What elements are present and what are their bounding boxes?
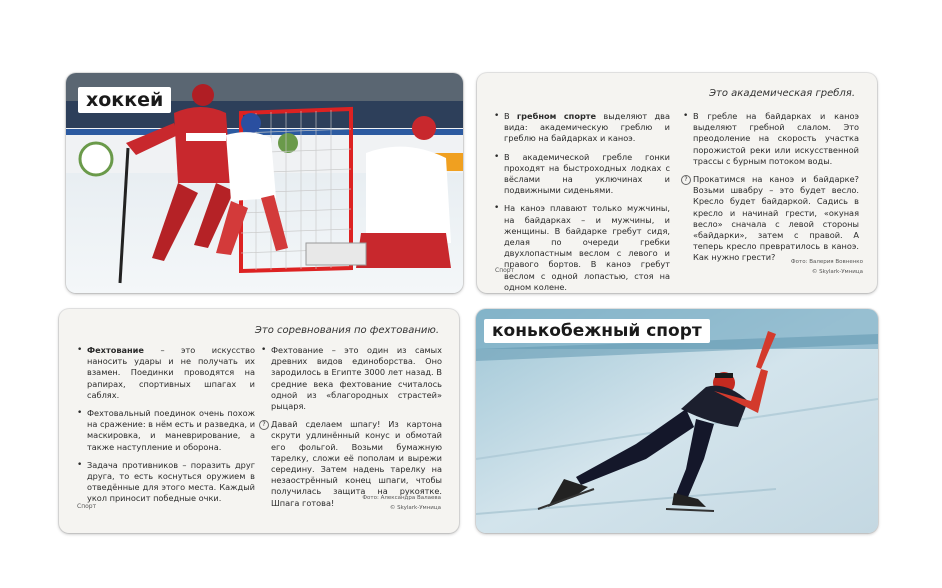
skating-label: конькобежный спорт — [484, 319, 710, 343]
list-item: • Фехтовальный поединок очень похож на сражение: в нём есть и разведка, и маскировка, и маневрирование, а также наступление и оборона. — [75, 408, 255, 453]
list-item: • В гребле на байдарках и каноэ выделяют гребной слалом. Это преодоление на скорость участка порожистой реки или искусственной трассы с бурным потоком воды. — [681, 111, 859, 167]
fencing-column-left — [75, 345, 255, 512]
list-item: • На каноэ плавают только мужчины, на байдарках – и мужчины, и женщины. В байдарке гребут сидя, делая по очереди гребки двухлопастным веслом с левого и правого бортов. В каноэ гребут веслом с одной лопастью, стоя на одном колене. — [492, 203, 670, 293]
list-item: • Фехтование – это один из самых древних видов единоборства. Оно зародилось в Египте 3000 лет назад. В средние века фехтование считалось одной из «благородных страстей» рыцаря. — [259, 345, 442, 412]
card-footer: Спорт — [77, 503, 97, 510]
list-item: • Задача противников – поразить друг друга, то есть коснуться оружием в отведённые для этого места. Каждый укол приносит победные очки. — [75, 460, 255, 505]
rowing-column-right — [681, 111, 859, 271]
photo-credit: Фото: Александра Валаева — [362, 495, 441, 501]
card-footer: Спорт — [495, 267, 515, 274]
list-item: • Фехтование – это искусство наносить удары и не получать их взамен. Поединки проводятся на рапирах, спортивных шпагах и саблях. — [75, 345, 255, 401]
card-title: Это соревнования по фехтованию. — [254, 325, 439, 336]
hockey-card[interactable] — [66, 73, 463, 293]
fencing-column-right — [259, 345, 442, 516]
copyright: © Skylark-Умница — [389, 505, 441, 511]
card-title: Это академическая гребля. — [709, 88, 855, 99]
hockey-label: хоккей — [78, 87, 171, 113]
question-item: ? Прокатимся на каноэ и байдарке? Возьми швабру – это будет весло. Кресло будет байдаркой. Садись в кресло и начинай грести, «окуная весло» сначала с левой стороны «байдарки», затем с правой. А теперь кресло превратилось в каноэ. Как нужно грести? — [681, 174, 859, 264]
photo-credit: Фото: Валерия Вовненко — [790, 259, 863, 265]
question-item: ? Давай сделаем шпагу! Из картона скрути удлинённый конус и обмотай его фольгой. Возьми бумажную тарелку, сложи её пополам и вырежи середину. Затем надень тарелку на незаострённый конец шпаги, чтобы получилась защита на рукоятке. Шпага готова! — [259, 419, 442, 509]
copyright: © Skylark-Умница — [811, 269, 863, 275]
list-item: • В гребном спорте выделяют два вида: академическую греблю и греблю на байдарках и каноэ. — [492, 111, 670, 145]
rowing-card[interactable] — [477, 73, 877, 293]
rowing-column-left — [492, 111, 670, 293]
list-item: • В академической гребле гонки проходят на быстроходных лодках с вёслами на уключинах и подвижными сиденьями. — [492, 152, 670, 197]
skating-card[interactable] — [476, 309, 878, 533]
fencing-card[interactable] — [59, 309, 459, 533]
